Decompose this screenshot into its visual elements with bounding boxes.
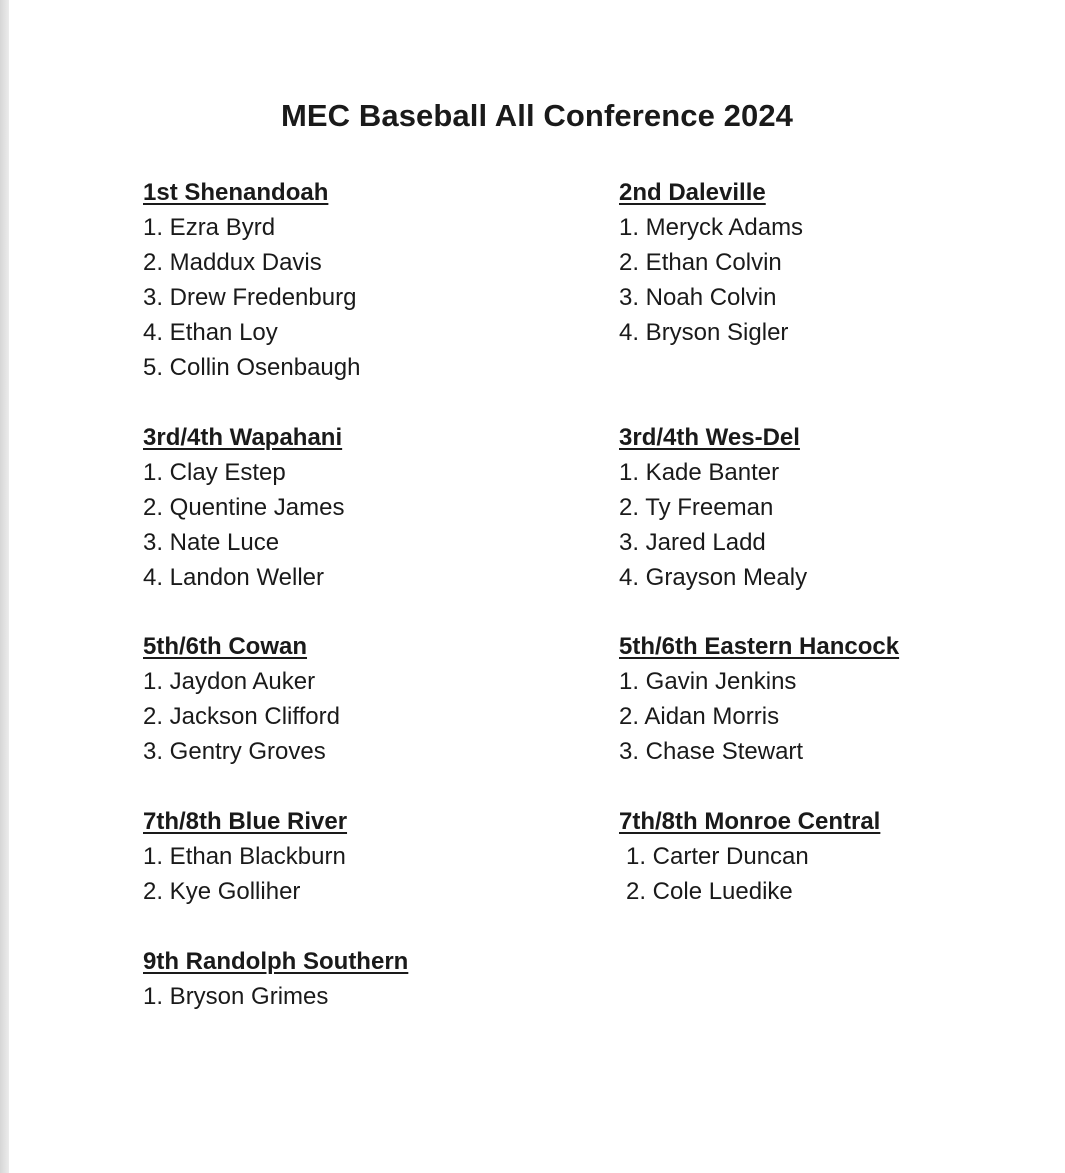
player-list [619,839,1039,909]
player-item: 1. Kade Banter [619,459,780,486]
team-heading: 7th/8th Blue River [143,808,348,835]
player-item: 2. Ethan Colvin [619,249,782,276]
player-item: 4. Grayson Mealy [619,564,808,591]
player-list [143,839,563,909]
player-item: 3. Drew Fredenburg [143,284,357,311]
player-item: 3. Nate Luce [143,529,280,556]
team-block-randolph-southern [143,944,563,1014]
player-list [143,664,563,769]
team-block-blue-river [143,804,563,909]
team-block-daleville [619,175,1039,350]
player-item: 2. Aidan Morris [619,703,780,730]
document-title: MEC Baseball All Conference 2024 [280,98,794,133]
player-item: 2. Maddux Davis [143,249,322,276]
player-item: 1. Bryson Grimes [143,983,329,1010]
player-list [619,664,1039,769]
team-block-shenandoah [143,175,563,385]
player-item: 3. Chase Stewart [619,738,804,765]
player-item: 2. Kye Golliher [143,878,301,905]
player-item: 2. Jackson Clifford [143,703,340,730]
team-heading: 5th/6th Cowan [143,633,308,660]
player-item: 2. Quentine James [143,494,345,521]
player-item: 3. Gentry Groves [143,738,326,765]
team-block-eastern-hancock [619,629,1039,769]
team-heading: 9th Randolph Southern [143,948,409,975]
player-item: 1. Ezra Byrd [143,214,276,241]
player-item: 4. Landon Weller [143,564,325,591]
player-item: 1. Clay Estep [143,459,286,486]
team-block-cowan [143,629,563,769]
team-heading: 3rd/4th Wapahani [143,424,343,451]
player-item: 1. Ethan Blackburn [143,843,346,870]
team-heading: 5th/6th Eastern Hancock [619,633,900,660]
player-item: 4. Ethan Loy [143,319,278,346]
player-item: 1. Meryck Adams [619,214,804,241]
team-block-wapahani [143,420,563,595]
team-heading: 1st Shenandoah [143,179,329,206]
team-block-wes-del [619,420,1039,595]
player-item: 4. Bryson Sigler [619,319,789,346]
page-edge-shadow [0,0,9,1173]
player-list [143,455,563,595]
player-item: 1. Carter Duncan [626,843,809,870]
player-list [143,210,563,385]
document-page [9,0,1065,1173]
team-heading: 3rd/4th Wes-Del [619,424,800,451]
player-list [143,979,563,1014]
player-list [619,210,1039,350]
player-item: 3. Noah Colvin [619,284,777,311]
team-block-monroe-central [619,804,1039,909]
player-item: 2. Cole Luedike [626,878,793,905]
team-heading: 2nd Daleville [619,179,766,206]
player-list [619,455,1039,595]
team-heading: 7th/8th Monroe Central [619,808,881,835]
player-item: 1. Gavin Jenkins [619,668,797,695]
player-item: 3. Jared Ladd [619,529,766,556]
player-item: 5. Collin Osenbaugh [143,354,361,381]
player-item: 1. Jaydon Auker [143,668,316,695]
player-item: 2. Ty Freeman [619,494,774,521]
